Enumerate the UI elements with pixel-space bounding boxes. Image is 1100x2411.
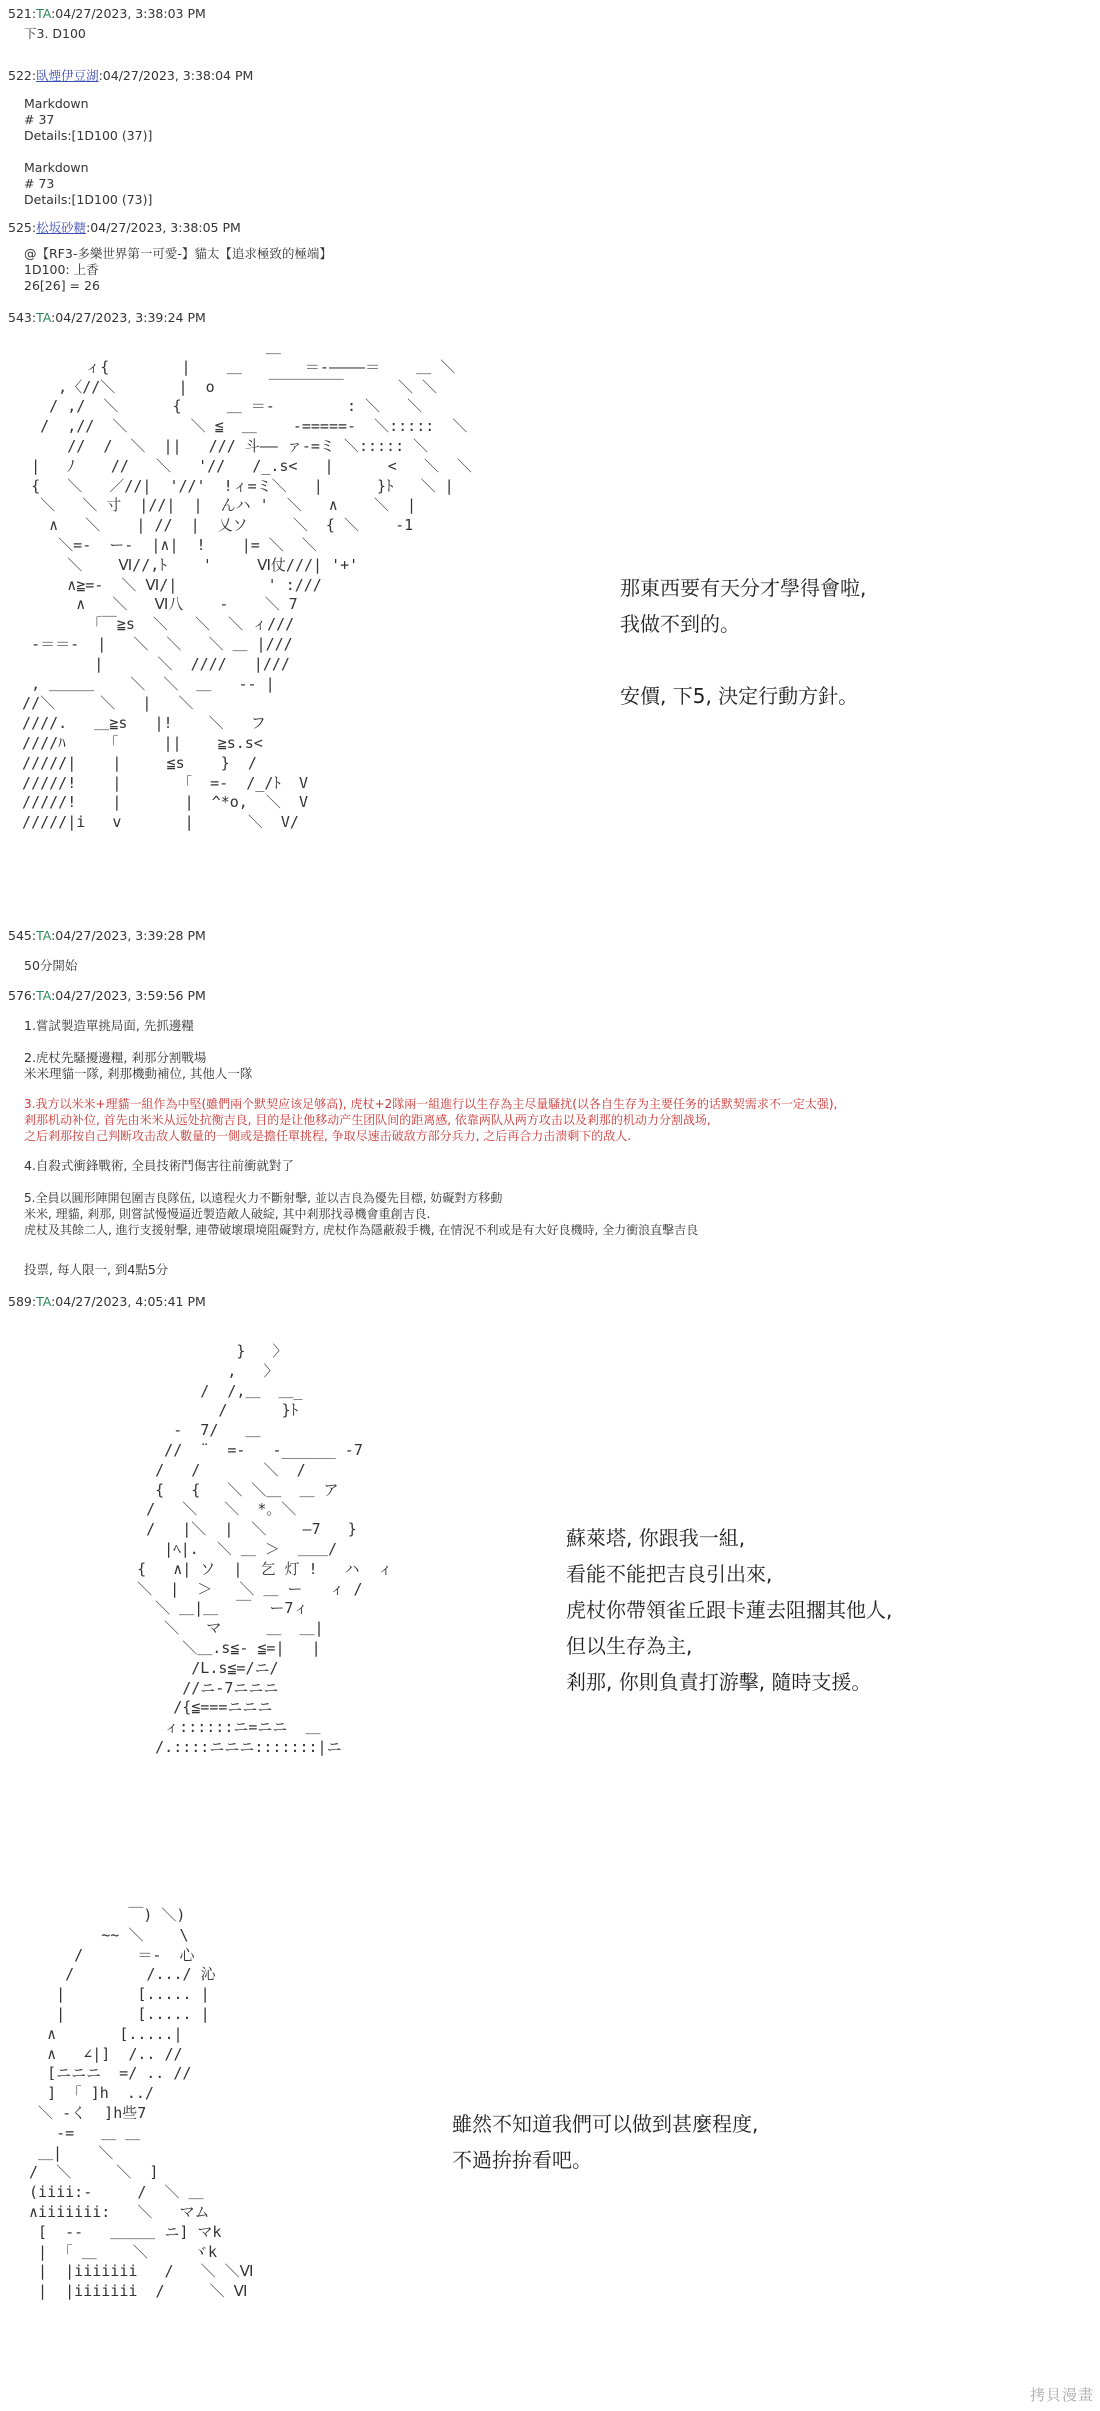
post-header-525 xyxy=(8,218,241,236)
dialogue-caption-1: 那東西要有天分才學得會啦, 我做不到的。 安價, 下5, 決定行動方針。 xyxy=(620,576,867,708)
watermark: 拷貝漫畫 xyxy=(1029,2386,1094,2404)
vote-instruction: 投票, 每人限一, 到4點5分 xyxy=(24,1262,169,1277)
post-timestamp: :04/27/2023, 3:38:03 PM xyxy=(51,6,206,21)
post-header-543 xyxy=(8,310,206,325)
post-timestamp: :04/27/2023, 3:59:56 PM xyxy=(51,988,206,1003)
post-number: 522: xyxy=(8,68,37,83)
dialogue-caption-3: 雖然不知道我們可以做到甚麼程度, 不過拚拚看吧。 xyxy=(452,2112,759,2172)
post-number: 545: xyxy=(8,928,37,943)
post-body-525: @【RF3-多樂世界第一可愛-】貓太【追求極致的極端】 1D100: 上香 26[26] = 26 xyxy=(24,246,332,293)
post-number: 543: xyxy=(8,310,37,325)
ascii-art-character-3: ￣) ＼) ~~ ＼ \ / ＝- 心 / /.../ 沁 | [..... | | [..... | ∧ [.....| ∧ ∠|] /.. // [ニニニ =/ .. // ] ｢ ]h ../ ＼ -く ]h些7 -= ＿ ＿ ＿| ＼ / ＼ ＼ ] (iiii:- / ＼ ＿ ∧iiiiiii: ＼ マム [ -- ＿＿＿ ニ] マk | ｢ ＿ ＼ ヾk | |iiiiiii / ＼ ＼Ⅵ | |iiiiiii / ＼ Ⅵ xyxy=(29,1906,254,2301)
poster-name[interactable]: TA xyxy=(36,988,52,1003)
poster-name[interactable]: 臥煙伊豆湖 xyxy=(36,68,99,83)
option-1: 1.嘗試製造單挑局面, 先抓邊糧 xyxy=(24,1018,194,1033)
poster-name[interactable]: TA xyxy=(36,928,52,943)
dialogue-caption-2: 蘇萊塔, 你跟我一組, 看能不能把吉良引出來, 虎杖你帶領雀丘跟卡蓮去阻擱其他人, 但以生存為主, 剎那, 你則負責打游擊, 隨時支援。 xyxy=(566,1526,893,1694)
poster-name[interactable]: TA xyxy=(36,310,52,325)
post-timestamp: :04/27/2023, 4:05:41 PM xyxy=(51,1294,206,1309)
post-timestamp: :04/27/2023, 3:39:24 PM xyxy=(51,310,206,325)
poster-name[interactable]: 松坂砂糖 xyxy=(36,220,87,235)
option-5: 5.全員以圓形陣開包圍吉良隊伍, 以遠程火力不斷射擊, 並以吉良為優先目標, 妨礙對方移動 米米, 理貓, 剎那, 則嘗試慢慢逼近製造敵人破綻, 其中剎那找尋機會重創吉良. 虎杖及其餘二人, 進行支援射擊, 連帶破壞環境阻礙對方, 虎杖作為隱蔽殺手機, 在情況不利或是有大好良機時, 全力衝浪直擊吉良 xyxy=(24,1191,699,1237)
post-body-522: Markdown # 37 Details:[1D100 (37)] Markdown # 73 Details:[1D100 (73)] xyxy=(24,96,153,207)
poster-name[interactable]: TA xyxy=(36,1294,52,1309)
post-number: 525: xyxy=(8,220,37,235)
ascii-art-character-1: ＿ ィ{ | ＿ ＝-――――＝ ＿ ＼ ,〈//＼ | o ￣￣￣￣￣ ＼ ＼ / ,/ ＼ { ＿ ＝- : ＼ ＼ / ,// ＼ ＼ ≦ ＿ -=====- ＼::::: ＼ // / ＼ || /// 斗―― ァ-=ミ ＼::::: ＼ | ﾉ // ＼ '// /_.s< | < ＼ ＼ { ＼ ／//| '//' !ィ=ミ＼ | }ﾄ ＼ | ＼ ＼ 寸 |//| | んハ ' ＼ ∧ ＼ | ∧ ＼ | // | 乂ソ ＼ { ＼ -1 ＼=- ー- |∧| ! |= ＼ ＼ ＼ Ⅵ//,ﾄ ' Ⅵ仗///| '+' ∧≧=- ＼ Ⅵ/| ' :/// ∧ ＼ Ⅵ八 - ＼ 7 ｢￣≧s ＼ ＼ ＼ ィ/// -＝＝- | ＼ ＼ ＼ ＿ |/// | ＼ //// |/// , ＿＿＿ ＼ ＼ ＿ -- | //＼ ＼ | ＼ ////. ＿≧s |! ＼ フ ////ﾊ ｢ || ≧s.s< /////| | ≦s } / /////! | ｢ =- /_/ﾄ V /////! | | ^*o, ＼ V /////|i v | ＼ V/ xyxy=(22,338,472,832)
post-timestamp: :04/27/2023, 3:38:05 PM xyxy=(86,220,241,235)
ascii-art-character-2: } 〉 , 〉 / /,＿ ＿_ / }ﾄ - 7/ ＿ // ¨ =- -______ -7 / / ＼ / { { ＼ ＼＿ ＿ ア / ＼ ＼ *。＼ / |＼ | ＼ ―7 } |ﾍ|. ＼ ＿ ＞ ＿＿/ { ∧| ソ | 乞 灯 ! ハ ィ ＼ | ＞ ＼ ＿ ー ィ / ＼ ＿|＿ ￣ ー7ィ ＼ マ ＿ ＿| ＼＿.s≦- ≦=| | /L.s≦=/ニ/ //ニ-7ニニニ /{≦===ニニニ ィ::::::ニ=ニニ ＿ /.::::ニニニ:::::::|ニ xyxy=(137,1342,393,1756)
post-header-521 xyxy=(8,6,206,21)
option-3: 3.我方以米米+理貓一組作為中堅(雖們兩个默契应该足够高), 虎杖+2隊兩一組進行以生存為主尽量騷扰(以各自生存为主要任务的话默契需求不一定太强), 剎那机动补位, 首先由米米从远处抗衡吉良, 目的是让他移动产生团队间的距离感, 依靠两队从两方攻击以及剎那的机动力分割战场, 之后剎那按自己判断攻击敌人數量的一側或是擔任單挑程, 争取尽速击破敌方部分兵力, 之后再合力击溃剩下的敌人. xyxy=(24,1097,838,1143)
post-body-545: 50分開始 xyxy=(24,958,78,973)
post-timestamp: :04/27/2023, 3:39:28 PM xyxy=(51,928,206,943)
post-header-545 xyxy=(8,928,206,943)
post-header-522 xyxy=(8,66,253,84)
post-header-576 xyxy=(8,988,206,1003)
post-timestamp: :04/27/2023, 3:38:04 PM xyxy=(98,68,254,83)
post-number: 576: xyxy=(8,988,37,1003)
post-number: 589: xyxy=(8,1294,37,1309)
post-number: 521: xyxy=(8,6,37,21)
post-body-521: 下3. D100 xyxy=(24,26,86,41)
option-4: 4.自殺式衝鋒戰術, 全員技術鬥傷害往前衝就對了 xyxy=(24,1158,294,1173)
option-2: 2.虎杖先騷擾邊糧, 剎那分割戰場 米米理貓一隊, 剎那機動補位, 其他人一隊 xyxy=(24,1050,253,1081)
post-header-589 xyxy=(8,1294,206,1309)
poster-name[interactable]: TA xyxy=(36,6,52,21)
